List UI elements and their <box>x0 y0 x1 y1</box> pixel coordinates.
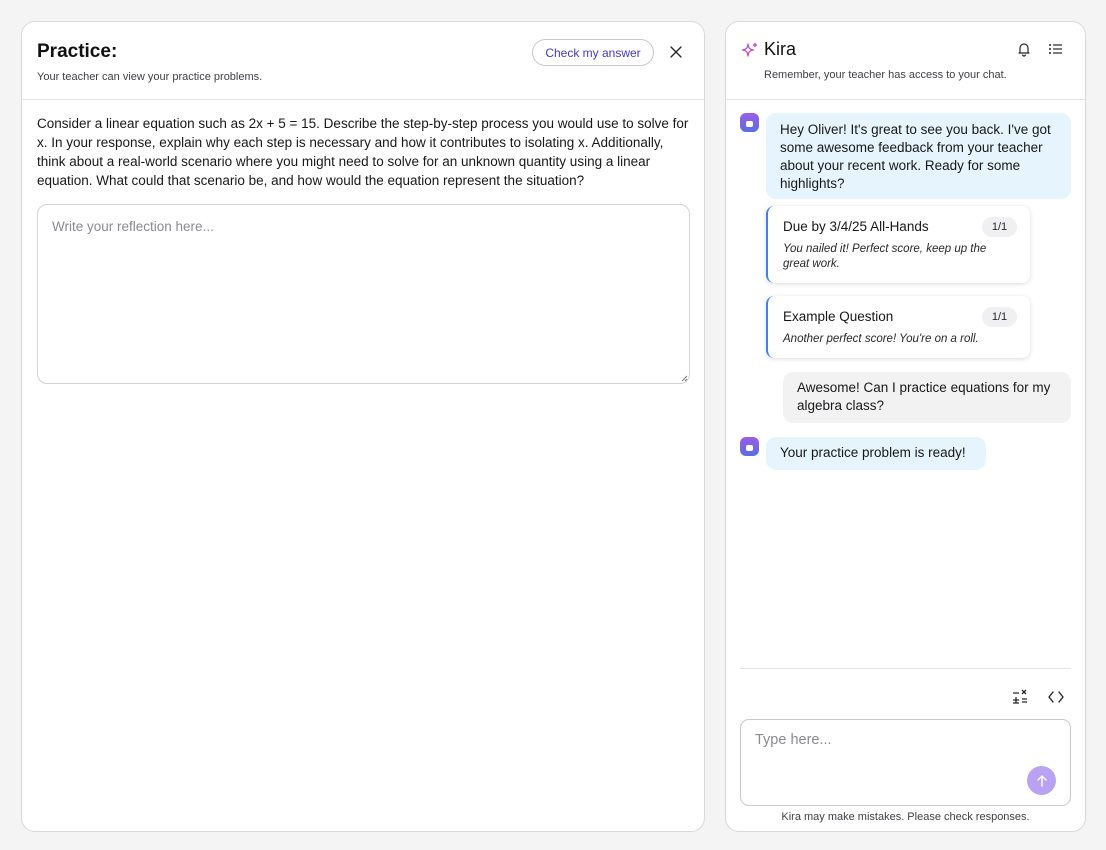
calculator-icon[interactable] <box>1011 688 1029 706</box>
card-text: Another perfect score! You're on a roll. <box>783 333 979 345</box>
code-icon[interactable] <box>1047 688 1065 706</box>
arrow-up-icon <box>1036 774 1048 787</box>
user-message: Awesome! Can I practice equations for my algebra class? <box>783 372 1071 423</box>
score-badge: 1/1 <box>982 307 1017 327</box>
card-title: Due by 3/4/25 All-Hands <box>783 219 929 234</box>
check-answer-button[interactable]: Check my answer <box>532 39 654 66</box>
feedback-card[interactable] <box>766 206 1030 283</box>
practice-subtitle: Your teacher can view your practice problems. <box>37 71 263 83</box>
bot-message: Your practice problem is ready! <box>766 437 986 470</box>
practice-panel <box>21 21 705 832</box>
disclaimer: Kira may make mistakes. Please check responses. <box>781 811 1030 823</box>
resize-handle-icon[interactable] <box>680 374 688 382</box>
close-button[interactable] <box>666 42 686 62</box>
feedback-card[interactable] <box>766 296 1030 358</box>
chat-title: Kira <box>764 39 797 59</box>
bell-icon[interactable] <box>1016 41 1032 57</box>
score-badge: 1/1 <box>982 217 1017 237</box>
chat-panel <box>725 21 1086 832</box>
bot-avatar-icon <box>740 113 759 132</box>
list-icon[interactable] <box>1048 42 1064 56</box>
card-text: You nailed it! Perfect score, keep up the great work. <box>783 243 987 270</box>
practice-title: Practice: <box>37 41 118 62</box>
card-title: Example Question <box>783 309 894 324</box>
close-icon <box>670 46 682 58</box>
bot-avatar-icon <box>740 437 759 456</box>
divider <box>740 668 1071 669</box>
chat-header <box>726 22 1085 100</box>
chat-input-box <box>740 719 1071 806</box>
practice-question: Consider a linear equation such as 2x + 5 = 15. Describe the step-by-step process you would use to solve for x. In your response, explain why each step is necessary and how it contributes to isolating x. Additionally, think about a real-world scenario where you might need to solve for an unknown quantity using a linear equation. What could that scenario be, and how would the equation represent the situation? <box>37 116 689 188</box>
chat-input[interactable] <box>741 720 1070 805</box>
chat-subtitle: Remember, your teacher has access to your chat. <box>764 69 1007 81</box>
send-button[interactable] <box>1027 766 1056 795</box>
bot-message: Hey Oliver! It's great to see you back. I've got some awesome feedback from your teacher about your recent work. Ready for some highlights? <box>766 113 1071 199</box>
practice-header <box>22 22 704 100</box>
sparkle-icon <box>740 41 760 61</box>
reflection-input[interactable] <box>37 204 690 384</box>
